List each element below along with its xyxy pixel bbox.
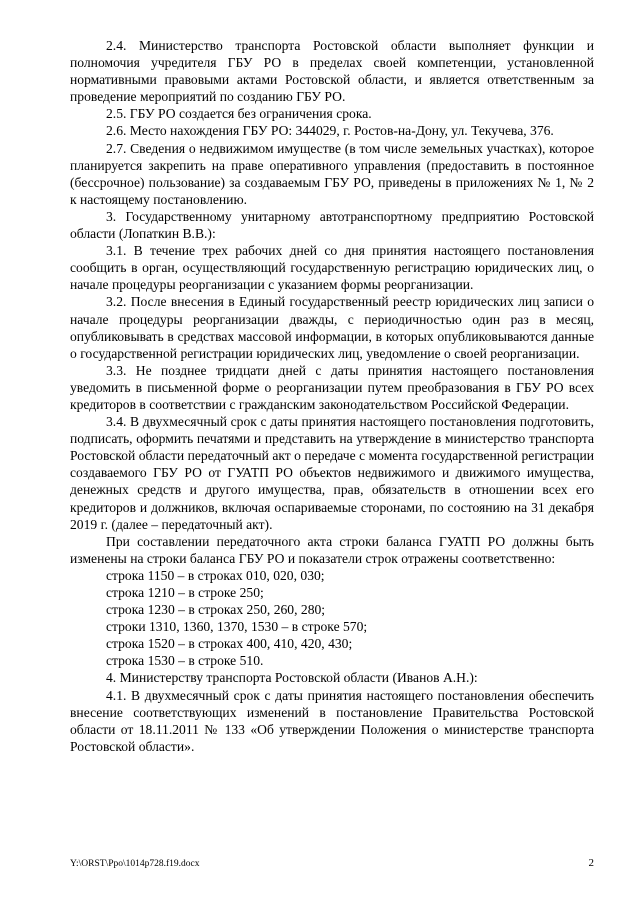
paragraph-3-3: 3.3. Не позднее тридцати дней с даты принятия настоящего постановления уведомить в письменной форме о реорганизации путем преобразования в ГБУ РО всех кредиторов в соответствии с гражданским законодательством Российской Федерации. [70,362,594,412]
paragraph-3-2: 3.2. После внесения в Единый государственный реестр юридических лиц записи о начале процедуры реорганизации дважды, с периодичностью один раз в месяц, опубликовывать в средствах массовой информации, в которых опубликовываются данные о государственной регистрации юридических лиц, уведомление о своей реорганизации. [70,294,594,361]
balance-row: строка 1210 – в строке 250; [106,585,264,600]
page-number: 2 [588,857,594,869]
paragraph-3: 3. Государственному унитарному автотранспортному предприятию Ростовской области (Лопаткин В.В.): [70,208,594,242]
balance-row: строки 1310, 1360, 1370, 1530 – в строке 570; [106,619,368,635]
paragraph-2-6: 2.6. Место нахождения ГБУ РО: 344029, г. Ростов-на-Дону, ул. Текучева, 376. [106,123,554,139]
paragraph-2-5: 2.5. ГБУ РО создается без ограничения срока. [106,106,372,122]
document-body [70,37,594,755]
paragraph-3-4: 3.4. В двухмесячный срок с даты принятия настоящего постановления подготовить, подписать, оформить печатями и представить на утверждение в министерство транспорта Ростовской области передаточный акт о передаче с момента государственной регистрации создаваемого ГБУ РО от ГУАТП РО объектов недвижимого и движимого имущества, денежных средств и другого имущества, прав, обязательств в отношении всех его кредиторов и должников, включая оспариваемые сторонами, по состоянию на 31 декабря 2019 г. (далее – передаточный акт). [70,414,594,532]
balance-row: строка 1530 – в строке 510. [106,653,264,669]
balance-row: строка 1230 – в строках 250, 260, 280; [106,602,326,618]
footer-file-path: Y:\ORST\Ppo\1014p728.f19.docx [70,859,200,869]
paragraph-4-1: 4.1. В двухмесячный срок с даты принятия настоящего постановления обеспечить внесение соответствующих изменений в постановление Правительства Ростовской области от 18.11.2011 № 133 «Об утверждении Положения о министерстве транспорта Ростовской области». [70,687,594,754]
paragraph-2-4: 2.4. Министерство транспорта Ростовской области выполняет функции и полномочия учредителя ГБУ РО в пределах своей компетенции, установленной нормативными правовыми актами Ростовской области, и является ответственным за проведение мероприятий по созданию ГБУ РО. [70,38,594,105]
balance-row: строка 1150 – в строках 010, 020, 030; [106,567,325,583]
paragraph-3-1: 3.1. В течение трех рабочих дней со дня принятия настоящего постановления сообщить в орган, осуществляющий государственную регистрацию юридических лиц, о начале процедуры реорганизации с указанием формы реорганизации. [70,243,594,293]
paragraph-4: 4. Министерству транспорта Ростовской области (Иванов А.Н.): [106,670,478,686]
balance-row: строка 1520 – в строках 400, 410, 420, 430; [106,636,353,652]
paragraph-balance-intro: При составлении передаточного акта строки баланса ГУАТП РО должны быть изменены на строки баланса ГБУ РО и показатели строк отражены соответственно: [70,533,594,566]
paragraph-2-7: 2.7. Сведения о недвижимом имуществе (в том числе земельных участках), которое планируется закрепить на праве оперативного управления (предоставить в постоянное (бессрочное) пользование) за создаваемым ГБУ РО, приведены в приложениях № 1, № 2 к настоящему постановлению. [70,140,594,207]
